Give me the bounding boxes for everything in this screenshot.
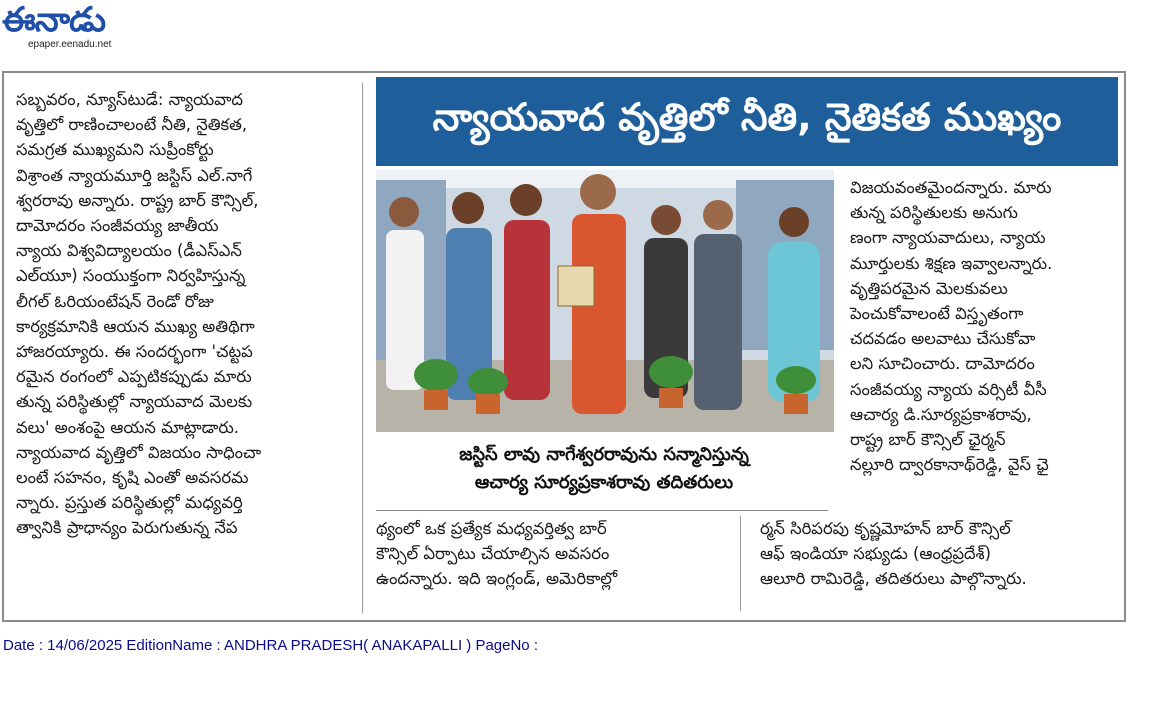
article-line: శ్వరరావు అన్నారు. రాష్ట్ర బార్ కౌన్సిల్, [16,190,259,210]
column-divider [740,516,741,611]
article-headline: న్యాయవాద వృత్తిలో నీతి, నైతికత ముఖ్యం [432,94,1062,139]
news-clipping [2,71,1126,622]
article-line: న్యాయవాద వృత్తిలో విజయం సాధించా [16,442,262,462]
site-url: epaper.eenadu.net [28,39,112,50]
article-line: కౌన్సిల్ ఏర్పాటు చేయాల్సిన అవసరం [376,544,610,564]
photo-illustration [376,170,834,432]
article-line: చదవడం అలవాటు చేసుకోవా [850,329,1036,349]
article-line: తున్న పరిస్థితుల్లో న్యాయవాద మెలకు [16,392,253,412]
article-line: లంటే సహనం, కృషి ఎంతో అవసరమ [16,468,249,488]
article-line: త్వానికి ప్రాధాన్యం పెరుగుతున్న నేప [16,518,238,538]
article-line: సమగ్రత ముఖ్యమని సుప్రీంకోర్టు [16,140,214,160]
article-line: పెంచుకోవాలంటే విస్తృతంగా [850,304,1024,324]
article-line: ఆచార్య డి.సూర్యప్రకాశరావు, [850,404,1032,424]
article-line: ఎల్‌యూ) సంయుక్తంగా నిర్వహిస్తున్న [16,266,246,286]
eenadu-logo[interactable]: ఈనాడు [2,0,106,40]
article-column-right [850,175,1114,477]
article-column-middle [376,516,698,592]
article-line: కార్యక్రమానికి ఆయన ముఖ్య అతిథిగా [16,316,255,336]
article-line: వలు' అంశంపై ఆయన మాట్లాడారు. [16,417,239,437]
article-line: రాష్ట్ర బార్ కౌన్సిల్ ఛైర్మన్ [850,430,1006,450]
article-line: సంజీవయ్య న్యాయ వర్సిటీ వీసీ [850,379,1047,399]
article-line: తున్న పరిస్థితులకు అనుగు [850,203,1018,223]
article-line: మూర్తులకు శిక్షణ ఇవ్వాలన్నారు. [850,253,1053,273]
caption-line: ఆచార్య సూర్యప్రకాశరావు తదితరులు [474,472,734,493]
article-column-bottom-right [760,516,1114,592]
edition-footer: Date : 14/06/2025 EditionName : ANDHRA PRADESH( ANAKAPALLI ) PageNo : [3,637,538,654]
article-column-left [16,87,351,541]
photo-caption [379,441,829,497]
article-line: రమైన రంగంలో ఎప్పటికప్పుడు మారు [16,367,252,387]
masthead [2,2,142,52]
article-line: దామోదరం సంజీవయ్య జాతీయ [16,216,219,236]
article-line: లని సూచించారు. దామోదరం [850,354,1035,374]
article-line: ఆఫ్ ఇండియా సభ్యుడు (ఆంధ్రప్రదేశ్) [760,544,992,564]
article-line: విశ్రాంత న్యాయమూర్తి జస్టిస్ ఎల్.నాగే [16,165,253,185]
article-line: నల్లూరి ద్వారకానాథ్‌రెడ్డి, వైస్ ఛై [850,455,1049,475]
article-line: సబ్బవరం, న్యూస్‌టుడే: న్యాయవాద [16,90,244,109]
article-line: థ్యంలో ఒక ప్రత్యేక మధ్యవర్తిత్వ బార్ [376,519,607,538]
article-line: న్యాయ విశ్వవిద్యాలయం (డీఎస్ఎన్ [16,241,242,261]
article-line: లీగల్ ఓరియంటేషన్ రెండో రోజు [16,291,214,311]
caption-line: జస్టిస్ లావు నాగేశ్వరరావును సన్మానిస్తున్న [459,444,749,465]
article-line: ణంగా న్యాయవాదులు, న్యాయ [850,228,1046,248]
article-line: హాజరయ్యారు. ఈ సందర్భంగా 'చట్టప [16,342,253,362]
column-divider [362,83,363,613]
article-line: విజయవంతమైందన్నారు. మారు [850,178,1052,197]
article-line: న్నారు. ప్రస్తుత పరిస్థితుల్లో మధ్యవర్తి [16,493,243,513]
article-line: ఆలూరి రామిరెడ్డి, తదితరులు పాల్గొన్నారు. [760,569,1027,589]
headline-banner [376,77,1118,166]
article-photo [376,170,834,432]
caption-rule [376,510,828,511]
article-line: ఉందన్నారు. ఇది ఇంగ్లండ్, అమెరికాల్లో [376,569,618,589]
article-line: ర్మన్ సిరిపరపు కృష్ణమోహన్ బార్ కౌన్సిల్ [760,519,1011,538]
article-line: వృత్తిపరమైన మెలకువలు [850,278,1008,298]
article-line: వృత్తిలో రాణించాలంటే నీతి, నైతికత, [16,115,248,135]
